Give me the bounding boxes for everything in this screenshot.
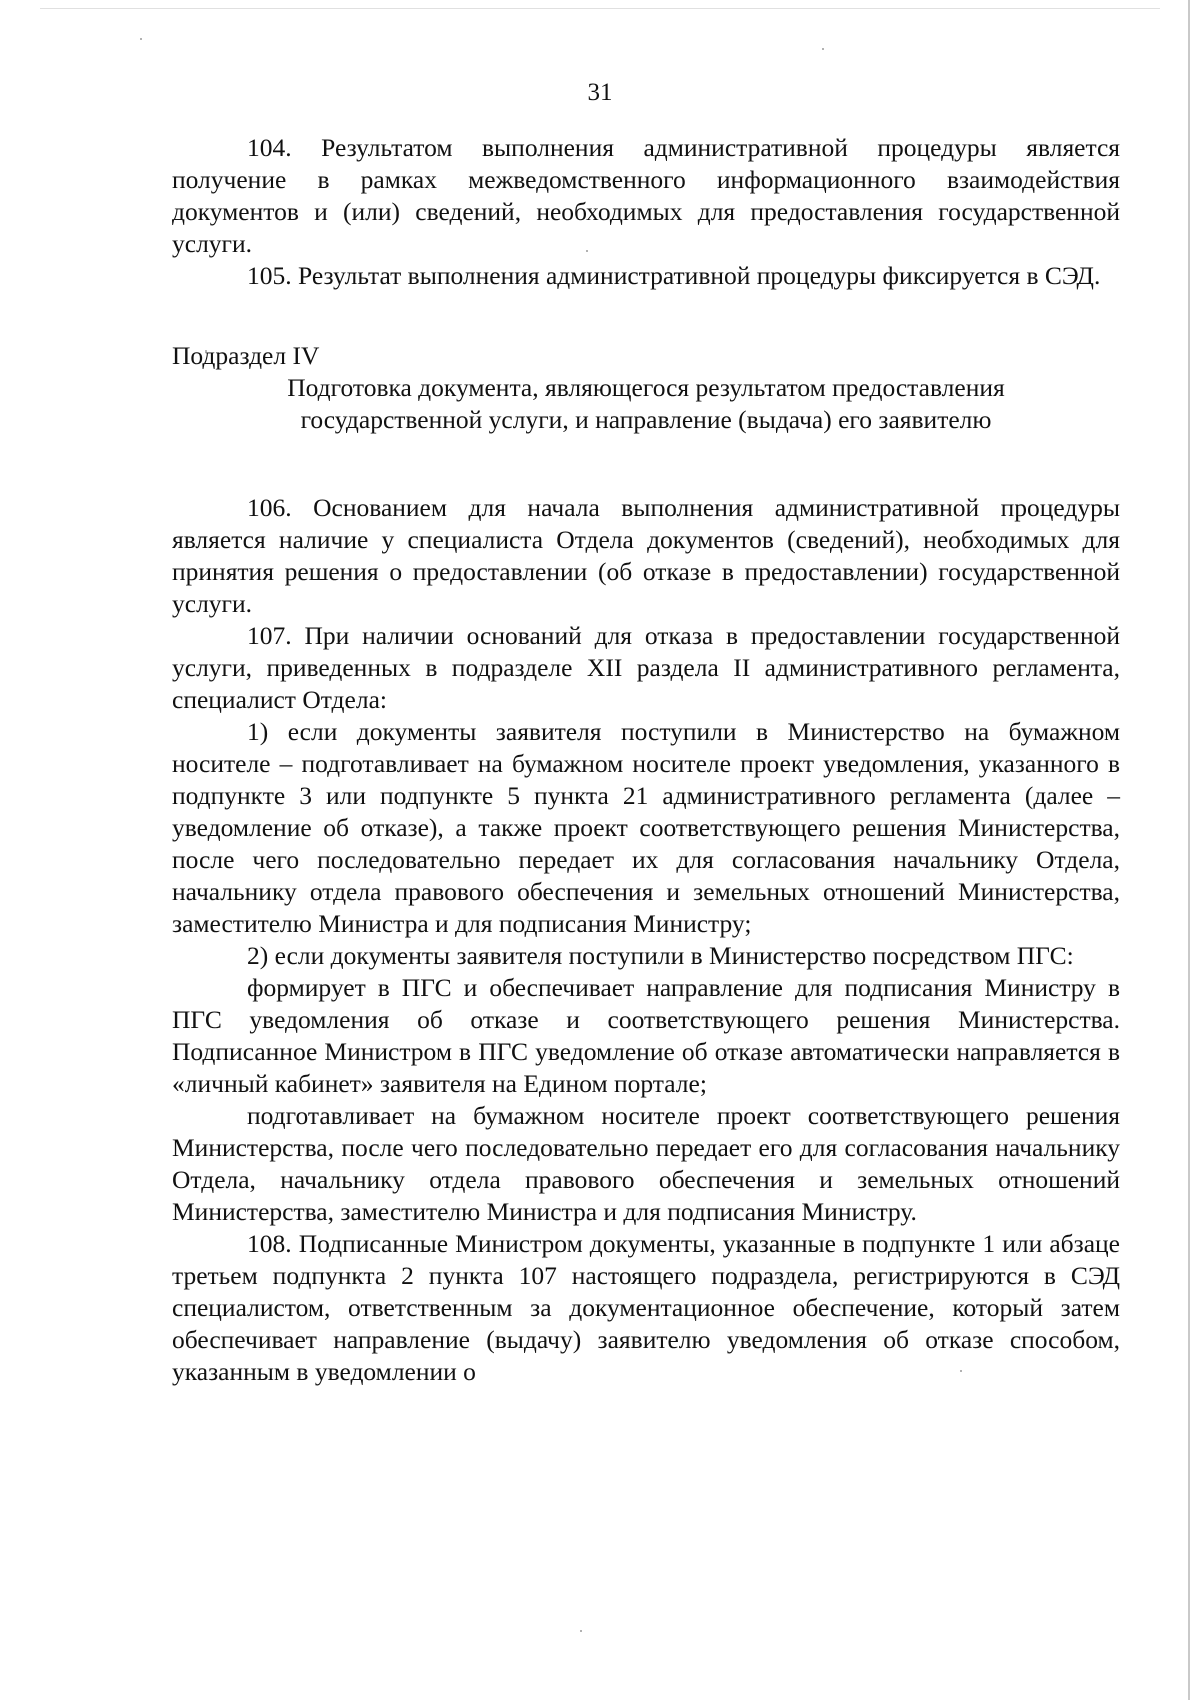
paragraph-105: 105. Результат выполнения административной процедуры фиксируется в СЭД. [247, 261, 1101, 290]
paragraph-107-item-2-sub-b: подготавливает на бумажном носителе проект соответствующего решения Министерства, после чего последовательно передает его для согласования начальнику Отдела, начальнику отдела правового обеспечения и земельных отношений Министерства, заместителю Министра и для подписания Министру. [172, 1101, 1120, 1226]
paragraph-104: 104. Результатом выполнения административной процедуры является получение в рамках межведомственного информационного взаимодействия документов и (или) сведений, необходимых для предоставления государственной услуги. [172, 133, 1120, 258]
paragraph-107-item-2: 2) если документы заявителя поступили в Министерство посредством ПГС: [247, 941, 1074, 970]
scan-speck [140, 38, 142, 40]
paragraph-107: 107. При наличии оснований для отказа в предоставлении государственной услуги, приведенных в подразделе XII раздела II административного регламента, специалист Отдела: [172, 621, 1120, 714]
scan-speck [580, 1630, 582, 1632]
document-body [172, 132, 1120, 1388]
paragraph-108: 108. Подписанные Министром документы, указанные в подпункте 1 или абзаце третьем подпункта 2 пункта 107 настоящего подраздела, регистрируются в СЭД специалистом, ответственным за документационное обеспечение, который затем обеспечивает направление (выдачу) заявителю уведомления об отказе способом, указанным в уведомлении о [172, 1229, 1120, 1386]
paragraph-107-item-1: 1) если документы заявителя поступили в Министерство на бумажном носителе – подготавливает на бумажном носителе проект уведомления, указанного в подпункте 3 или подпункте 5 пункта 21 административного регламента (далее – уведомление об отказе), а также проект соответствующего решения Министерства, после чего последовательно передает их для согласования начальнику Отдела, начальнику отдела правового обеспечения и земельных отношений Министерства, заместителю Министра и для подписания Министру; [172, 717, 1120, 938]
paragraph-107-item-2-sub-a: формирует в ПГС и обеспечивает направление для подписания Министру в ПГС уведомления об отказе и соответствующего решения Министерства. Подписанное Министром в ПГС уведомление об отказе автоматически направляется в «личный кабинет» заявителя на Едином портале; [172, 973, 1120, 1098]
subsection-title: Подраздел IV [172, 341, 320, 370]
spacer [172, 436, 1120, 492]
scan-right-edge [1188, 0, 1190, 1700]
subsection-name: Подготовка документа, являющегося результатом предоставления государственной услуги, и направление (выдача) его заявителю [287, 373, 1005, 434]
paragraph-106: 106. Основанием для начала выполнения административной процедуры является наличие у специалиста Отдела документов (сведений), необходимых для принятия решения о предоставлении (об отказе в предоставлении) государственной услуги. [172, 493, 1120, 618]
scan-top-edge [40, 8, 1160, 9]
scan-speck [822, 48, 824, 50]
page-number: 31 [587, 79, 613, 106]
